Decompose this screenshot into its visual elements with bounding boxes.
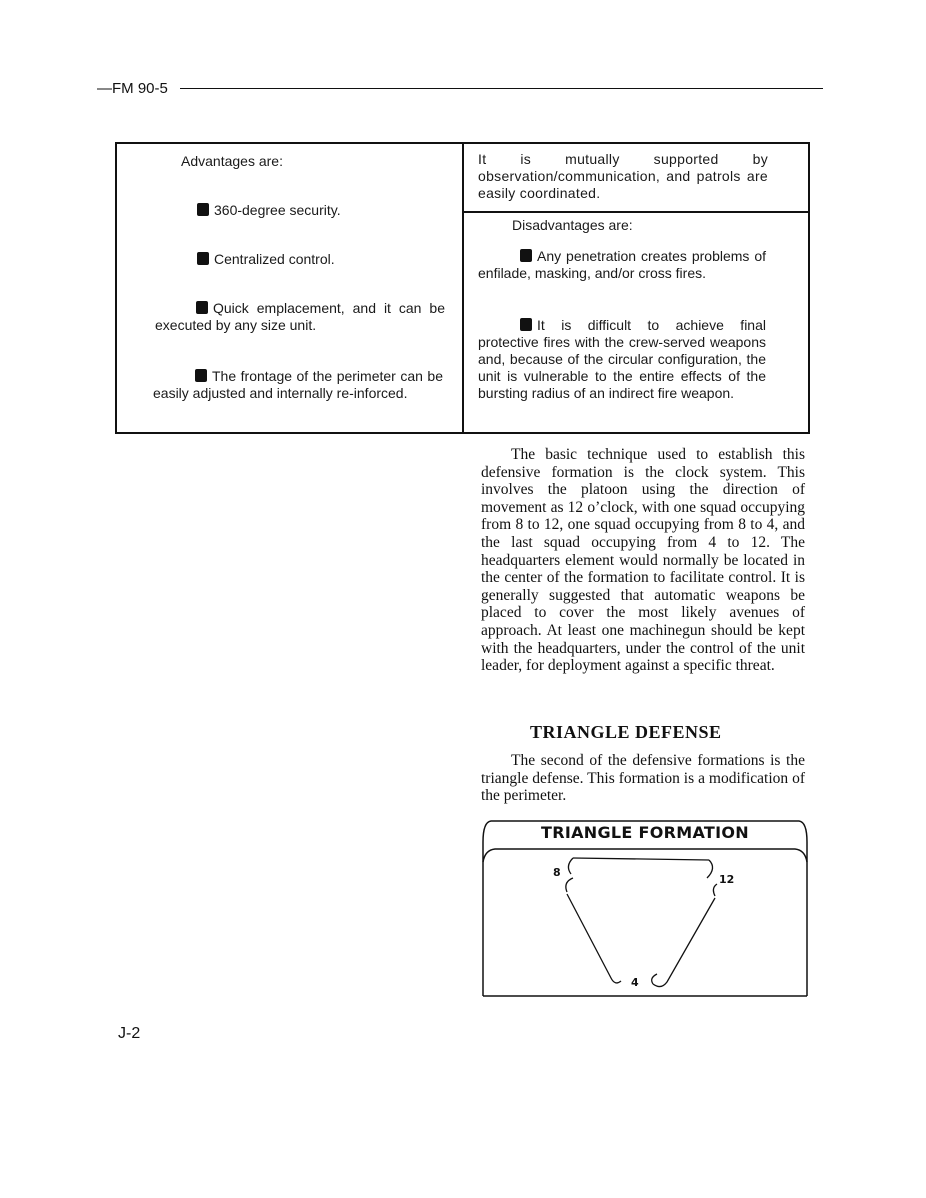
bullet-square-icon [520,318,532,331]
advantage-item: Quick emplacement, and it can be executed by any size unit. [155,300,445,333]
squad-end-curve [568,858,573,874]
squad-line-right [653,898,715,987]
advantage-item: The frontage of the perimeter can be easily adjusted and internally re-inforced. [153,368,443,401]
advantage-continued: It is mutually supported by observation/communication, and patrols are easily coordinated. [478,151,768,201]
page-number: J-2 [118,1025,141,1042]
squad-end-curve [566,878,573,892]
squad-line-top [573,858,709,860]
clock-label-12: 12 [719,873,735,886]
triangle-formation-diagram [481,818,809,1000]
bullet-square-icon [195,369,207,382]
table-row-divider [464,211,808,213]
squad-line-left [567,894,621,983]
advantage-item: Centralized control. [197,251,335,268]
clock-label-4: 4 [631,976,639,989]
triangle-formation-figure [481,818,809,1000]
disadvantage-item: Any penetration creates problems of enfilade, masking, and/or cross fires. [478,248,766,281]
figure-frame [483,821,807,996]
table-column-divider [462,144,464,432]
clock-system-paragraph: The basic technique used to establish this defensive formation is the clock system. This involves the platoon using the direction of movement as 12 o’clock, with one squad occupying from 8 to 12, one squad occupying from 8 to 4, and the last squad occupying from 4 to 12. The headquarters element would normally be located in the center of the formation to facilitate control. It is generally suggested that automatic weapons be placed to cover the most likely avenues of approach. At least one machinegun should be kept with the headquarters, under the control of the unit leader, for deployment against a specific threat. [481,446,805,675]
bullet-square-icon [197,252,209,265]
squad-end-curve [713,884,717,896]
section-heading: TRIANGLE DEFENSE [530,722,722,742]
squad-end-curve [652,974,657,984]
figure-title-underline [483,849,807,862]
advantage-item: 360-degree security. [197,202,341,219]
advantages-disadvantages-table [115,142,810,434]
header-rule [180,88,823,89]
bullet-square-icon [197,203,209,216]
disadvantages-heading: Disadvantages are: [512,217,633,233]
bullet-square-icon [196,301,208,314]
running-header: —FM 90-5 [97,80,168,97]
disadvantage-item: It is difficult to achieve final protective fires with the crew-served weapons and, because of the circular configuration, the unit is vulnerable to the entire effects of the bursting radius of an indirect fire weapon. [478,317,766,401]
squad-end-curve [707,860,713,878]
advantages-heading: Advantages are: [181,153,283,169]
triangle-defense-paragraph: The second of the defensive formations is the triangle defense. This formation is a modification of the perimeter. [481,752,805,805]
figure-title: TRIANGLE FORMATION [541,823,749,842]
bullet-square-icon [520,249,532,262]
clock-label-8: 8 [553,866,561,879]
